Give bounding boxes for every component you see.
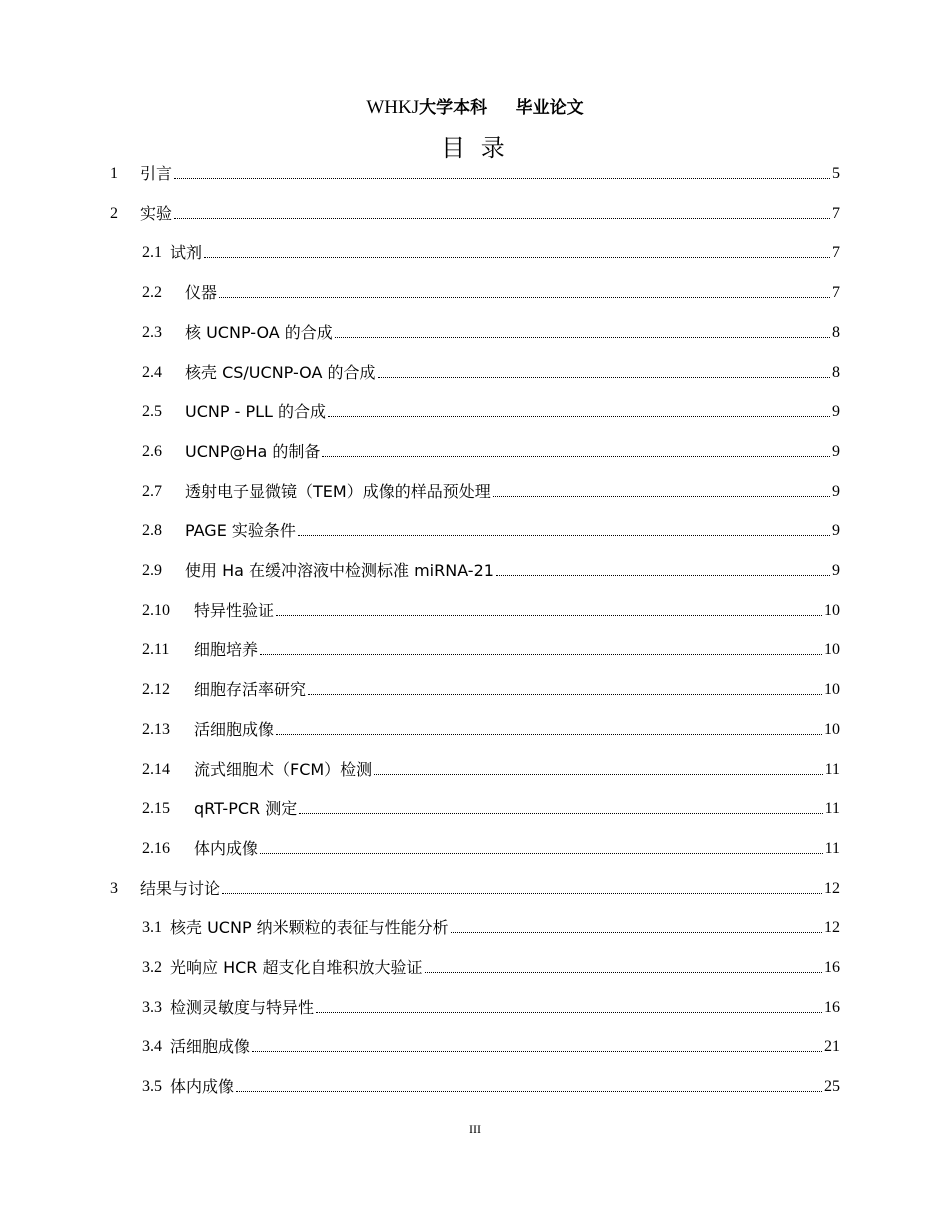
toc-entry-page: 10 [824,681,840,699]
dot-leader [252,1051,822,1052]
toc-entry-number: 2.9 [142,562,162,579]
toc-entry-page: 10 [824,601,840,619]
toc-entry-title: 使用 Ha 在缓冲溶液中检测标准 miRNA-21 [185,561,494,580]
toc-entry-title: 体内成像 [194,838,259,858]
toc-entry-page: 7 [832,244,840,262]
toc-entry-page: 8 [832,363,840,381]
toc-entry-title: PAGE 实验条件 [185,521,296,541]
toc-entry-number: 2.2 [142,284,162,302]
toc-entry[interactable] [142,912,840,938]
dot-leader [328,416,830,417]
toc-entry[interactable] [142,1031,840,1057]
toc-entry[interactable] [142,555,840,581]
toc-entry-page: 10 [824,641,840,659]
toc-entry-number: 1 [110,165,118,182]
toc-entry-number: 2.16 [142,839,170,857]
toc-entry-number: 2.3 [142,323,162,341]
toc-entry-page: 7 [832,284,840,302]
toc-entry-page: 10 [824,720,840,738]
toc-entry-title: 细胞培养 [194,640,259,660]
dot-leader [174,218,830,219]
toc-entry-number: 2.5 [142,403,162,421]
toc-entry[interactable] [142,793,840,819]
dot-leader [378,377,830,378]
toc-entry-title: 仪器 [185,283,218,303]
toc-entry[interactable] [110,873,840,899]
toc-entry-title: 光响应 HCR 超支化自堆积放大验证 [170,958,423,977]
toc-entry-page: 11 [824,800,840,818]
dot-leader [451,932,822,933]
toc-entry-number: 3.4 [142,1038,162,1056]
toc-entry-page: 8 [832,323,840,341]
toc-entry[interactable] [142,674,840,700]
toc-entry-title: UCNP@Ha 的制备 [185,441,321,461]
dot-leader [219,297,830,298]
dot-leader [493,496,830,497]
toc-entry-number: 2.11 [142,641,170,659]
toc-entry[interactable] [142,317,840,343]
toc-entry[interactable] [142,436,840,462]
toc-entry-number: 2.10 [142,601,170,619]
page-number: III [469,1122,481,1136]
toc-entry-title: 核壳 CS/UCNP-OA 的合成 [185,362,376,382]
toc-entry-title: 引言 [140,164,173,183]
toc-entry[interactable] [142,634,840,660]
dot-leader [276,734,822,735]
toc-entry-number: 2.12 [142,681,170,699]
toc-entry[interactable] [142,277,840,303]
toc-entry-page: 12 [824,919,840,937]
toc-entry[interactable] [142,595,840,621]
toc-entry[interactable] [142,754,840,780]
toc-entry-title: 检测灵敏度与特异性 [170,997,315,1017]
header-degree: 大学本科 [419,98,488,118]
toc-entry-number: 2 [110,204,118,222]
toc-entry-number: 3.2 [142,959,162,976]
toc-entry-page: 9 [832,562,840,579]
toc-entry-title: 核 UCNP-OA 的合成 [185,322,333,342]
dot-leader [174,178,830,179]
toc-entry-number: 2.13 [142,720,170,738]
toc-entry-title: 活细胞成像 [170,1037,251,1057]
toc-entry[interactable] [142,515,840,541]
toc-entry[interactable] [142,476,840,502]
toc-entry-page: 11 [824,760,840,778]
toc-entry-number: 2.6 [142,442,162,460]
toc-entry-number: 3.3 [142,998,162,1016]
dot-leader [299,813,822,814]
running-header [0,93,950,119]
dot-leader [335,337,830,338]
dot-leader [236,1091,822,1092]
toc-entry-page: 25 [824,1078,840,1096]
dot-leader [425,972,823,973]
toc-entry-number: 2.8 [142,522,162,540]
toc-entry-title: 细胞存活率研究 [194,680,307,700]
toc-entry-title: 活细胞成像 [194,719,275,739]
toc-entry-title: UCNP - PLL 的合成 [185,402,327,422]
toc-entry-page: 7 [832,204,840,222]
toc-entry-title: 体内成像 [170,1077,235,1097]
toc-entry-title: 透射电子显微镜（TEM）成像的样品预处理 [185,481,491,501]
toc-entry[interactable] [110,158,840,184]
toc-entry[interactable] [142,952,840,978]
dot-leader [222,893,822,894]
toc-entry-title: 流式细胞术（FCM）检测 [194,759,373,779]
toc-entry-number: 3.1 [142,919,162,937]
toc-entry-title: 试剂 [170,243,203,263]
toc-entry-page: 9 [832,522,840,540]
toc-entry-title: 结果与讨论 [140,878,221,898]
toc-entry-page: 5 [832,165,840,182]
dot-leader [308,694,822,695]
toc-entry-page: 9 [832,482,840,500]
dot-leader [298,535,830,536]
toc-entry[interactable] [142,992,840,1018]
toc-entry-page: 9 [832,442,840,460]
toc-entry[interactable] [142,357,840,383]
toc-entry-page: 16 [824,959,840,976]
toc-entry-number: 3 [110,879,118,897]
toc-entry[interactable] [142,1071,840,1097]
toc-entry-number: 2.7 [142,482,162,500]
dot-leader [496,575,830,576]
toc-entry[interactable] [110,198,840,224]
toc-entry-page: 16 [824,998,840,1016]
toc-entry-number: 3.5 [142,1078,162,1096]
header-university-code: WHKJ [366,97,420,118]
dot-leader [260,853,823,854]
toc-entry[interactable] [142,237,840,263]
toc-title: 目 录 [441,134,509,162]
toc-entry-page: 9 [832,403,840,421]
dot-leader [260,654,822,655]
dot-leader [316,1012,822,1013]
toc-entry-page: 21 [824,1038,840,1056]
toc-entry-title: qRT-PCR 测定 [194,799,298,819]
toc-entry-number: 2.14 [142,760,170,778]
toc-entry-number: 2.15 [142,800,170,818]
dot-leader [374,774,822,775]
toc-entry-page: 12 [824,879,840,897]
toc-entry-page: 11 [824,839,840,857]
toc-entry-number: 2.1 [142,244,162,262]
toc-entry[interactable] [142,833,840,859]
dot-leader [204,257,830,258]
dot-leader [322,456,830,457]
header-thesis: 毕业论文 [515,98,584,118]
toc-entry[interactable] [142,396,840,422]
toc-entry[interactable] [142,714,840,740]
toc-entry-title: 核壳 UCNP 纳米颗粒的表征与性能分析 [170,918,449,938]
toc-entry-number: 2.4 [142,363,162,381]
toc-entry-title: 特异性验证 [194,600,275,620]
dot-leader [276,615,822,616]
toc-entry-title: 实验 [140,203,173,223]
